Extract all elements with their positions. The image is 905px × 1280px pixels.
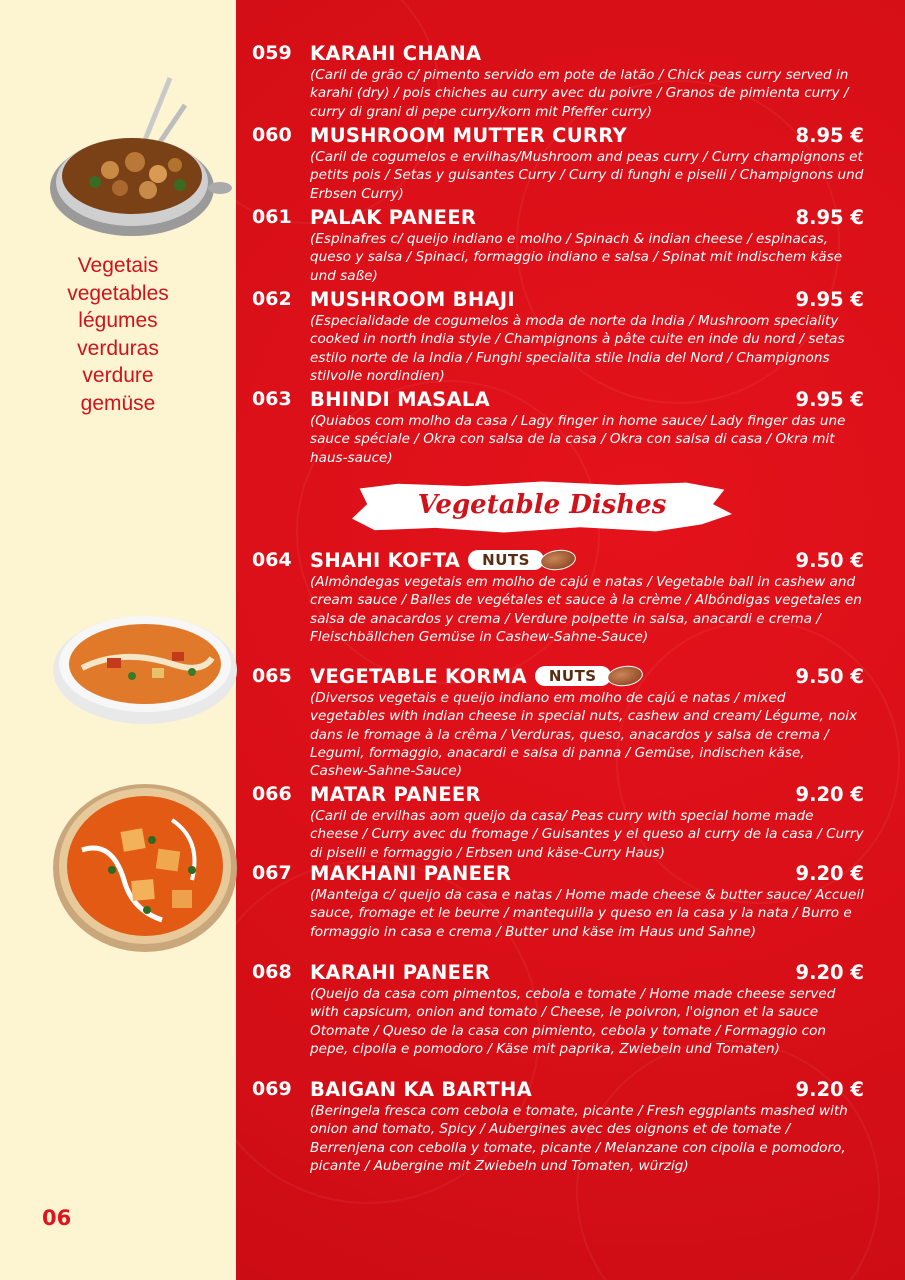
menu-item-066 bbox=[252, 781, 864, 862]
item-name: PALAK PANEER bbox=[310, 205, 477, 229]
category-line-de: gemüse bbox=[80, 391, 156, 415]
category-label bbox=[0, 252, 236, 417]
item-number: 064 bbox=[252, 549, 292, 571]
category-line-pt: Vegetais bbox=[77, 254, 159, 277]
item-number: 063 bbox=[252, 388, 292, 410]
item-price: 9.95 € bbox=[795, 387, 864, 411]
item-price: 9.20 € bbox=[795, 861, 864, 885]
menu-item-068 bbox=[252, 959, 864, 1058]
item-number: 069 bbox=[252, 1078, 292, 1100]
item-name: MUSHROOM BHAJI bbox=[310, 287, 515, 311]
menu-item-059 bbox=[252, 40, 864, 121]
nuts-label: NUTS bbox=[468, 550, 544, 570]
nuts-badge bbox=[468, 550, 576, 570]
item-description: (Caril de grão c/ pimento servido em pote de latão / Chick peas curry served in karahi (dry) / pois chiches au curry avec du poivre / Granos de pimienta curry / curry di grani di pepe curry/korn mit Pfeffer curry) bbox=[310, 67, 849, 120]
item-number: 059 bbox=[252, 42, 292, 64]
section-banner bbox=[352, 478, 732, 536]
menu-item-060 bbox=[252, 122, 864, 203]
item-description: (Beringela fresca com cebola e tomate, picante / Fresh eggplants mashed with onion and tomato, Spicy / Aubergines avec des oignons et de tomate / Berrenjena con cebolla y tomate, picante / Melanzane con cipolla e pomodoro, picante / Aubergine mit Zwiebeln und Tomaten, würzig) bbox=[310, 1103, 848, 1174]
item-description: (Diversos vegetais e queijo indiano em molho de cajú e natas / mixed vegetables with indian cheese in special nuts, cashew and cream/ Légume, noix dans le fromage à la crêma / Verduras, queso, anacardos y salsa de crema / Legumi, formaggio, anacardi e salsa di panna / Gemüse, indischen käse, Cashew-Sahne-Sauce) bbox=[310, 690, 858, 780]
item-number: 068 bbox=[252, 961, 292, 983]
item-number: 060 bbox=[252, 124, 292, 146]
menu-item-063 bbox=[252, 386, 864, 467]
item-price: 9.50 € bbox=[795, 548, 864, 572]
item-name: KARAHI CHANA bbox=[310, 41, 482, 65]
nuts-badge bbox=[535, 666, 643, 686]
item-name: MATAR PANEER bbox=[310, 782, 481, 806]
item-number: 065 bbox=[252, 665, 292, 687]
item-name: KARAHI PANEER bbox=[310, 960, 491, 984]
item-name: SHAHI KOFTA bbox=[310, 548, 461, 572]
karahi-dish-image bbox=[50, 70, 235, 240]
almond-icon bbox=[605, 664, 643, 689]
category-line-en: vegetables bbox=[67, 281, 169, 305]
menu-item-069 bbox=[252, 1076, 864, 1175]
item-name: VEGETABLE KORMA bbox=[310, 664, 527, 688]
item-name: BHINDI MASALA bbox=[310, 387, 491, 411]
item-description: (Caril de ervilhas aom queijo da casa/ Peas curry with special home made cheese / Curry avec du fromage / Guisantes y el queso al curry de la casa / Curry di piselli e formaggio / Erbsen und käse-Curry Haus) bbox=[310, 808, 864, 861]
item-price: 9.20 € bbox=[795, 782, 864, 806]
category-line-es: verduras bbox=[77, 336, 159, 360]
item-price: 9.95 € bbox=[795, 287, 864, 311]
item-number: 067 bbox=[252, 862, 292, 884]
item-number: 062 bbox=[252, 288, 292, 310]
item-price: 8.95 € bbox=[795, 123, 864, 147]
item-description: (Espinafres c/ queijo indiano e molho / Spinach & indian cheese / espinacas, queso y salsa / Spinaci, formaggio indiano e salsa / Spinat mit indischem käse und saße) bbox=[310, 231, 843, 284]
category-line-it: verdure bbox=[82, 364, 154, 387]
item-name: MUSHROOM MUTTER CURRY bbox=[310, 123, 627, 147]
menu-item-061 bbox=[252, 204, 864, 285]
almond-icon bbox=[539, 548, 577, 573]
item-price: 9.50 € bbox=[795, 664, 864, 688]
item-description: (Quiabos com molho da casa / Lagy finger in home sauce/ Lady finger das une sauce spéciale / Okra con salsa de la casa / Okra con salsa di casa / Okra mit haus-sauce) bbox=[310, 413, 846, 466]
item-name: BAIGAN KA BARTHA bbox=[310, 1077, 533, 1101]
menu-item-062 bbox=[252, 286, 864, 385]
item-price: 8.95 € bbox=[795, 205, 864, 229]
paneer-dish-image bbox=[52, 780, 242, 955]
korma-dish-image bbox=[52, 608, 242, 726]
category-line-fr: légumes bbox=[78, 309, 158, 332]
item-description: (Caril de cogumelos e ervilhas/Mushroom and peas curry / Curry champignons et petits pois / Setas y guisantes Curry / Curry di funghi e piselli / Champignons und Erbsen Curry) bbox=[310, 149, 864, 202]
item-description: (Manteiga c/ queijo da casa e natas / Home made cheese & butter sauce/ Accueil sauce, fromage et le beurre / mantequilla y queso en la casa y la nata / Burro e formaggio in casa e crema / Butter und käse im Haus und Sahne) bbox=[310, 887, 864, 940]
page-number: 06 bbox=[42, 1206, 72, 1230]
item-name: MAKHANI PANEER bbox=[310, 861, 512, 885]
item-number: 066 bbox=[252, 783, 292, 805]
menu-item-067 bbox=[252, 860, 864, 941]
menu-item-065 bbox=[252, 663, 864, 780]
section-title: Vegetable Dishes bbox=[417, 490, 667, 520]
item-description: (Almôndegas vegetais em molho de cajú e natas / Vegetable ball in cashew and cream sauce / Balles de vegétales et sauce à la crème / Albóndigas vegetales en salsa de anacardos y crema / Verdure polpette in salsa, anacardi e crema / Fleischbällchen Gemüse in Cashew-Sahne-Sauce) bbox=[310, 574, 862, 645]
item-number: 061 bbox=[252, 206, 292, 228]
item-price: 9.20 € bbox=[795, 960, 864, 984]
item-price: 9.20 € bbox=[795, 1077, 864, 1101]
nuts-label: NUTS bbox=[535, 666, 611, 686]
item-description: (Especialidade de cogumelos à moda de norte da India / Mushroom speciality cooked in north India style / Champignons à pâte cuite en inde du nord / setas estilo norte de la India / Funghi specialita stile India del Nord / Champignons stilvolle nordindien) bbox=[310, 313, 845, 384]
menu-item-064 bbox=[252, 547, 864, 646]
item-description: (Queijo da casa com pimentos, cebola e tomate / Home made cheese served with capsicum, onion and tomato / Cheese, le poivron, l'oignon et la sauce Otomate / Queso de la casa con pimiento, cebola y tomate / Formaggio con pepe, cipolla e pomodoro / Käse mit paprika, Zwiebeln und Tomaten) bbox=[310, 986, 836, 1057]
